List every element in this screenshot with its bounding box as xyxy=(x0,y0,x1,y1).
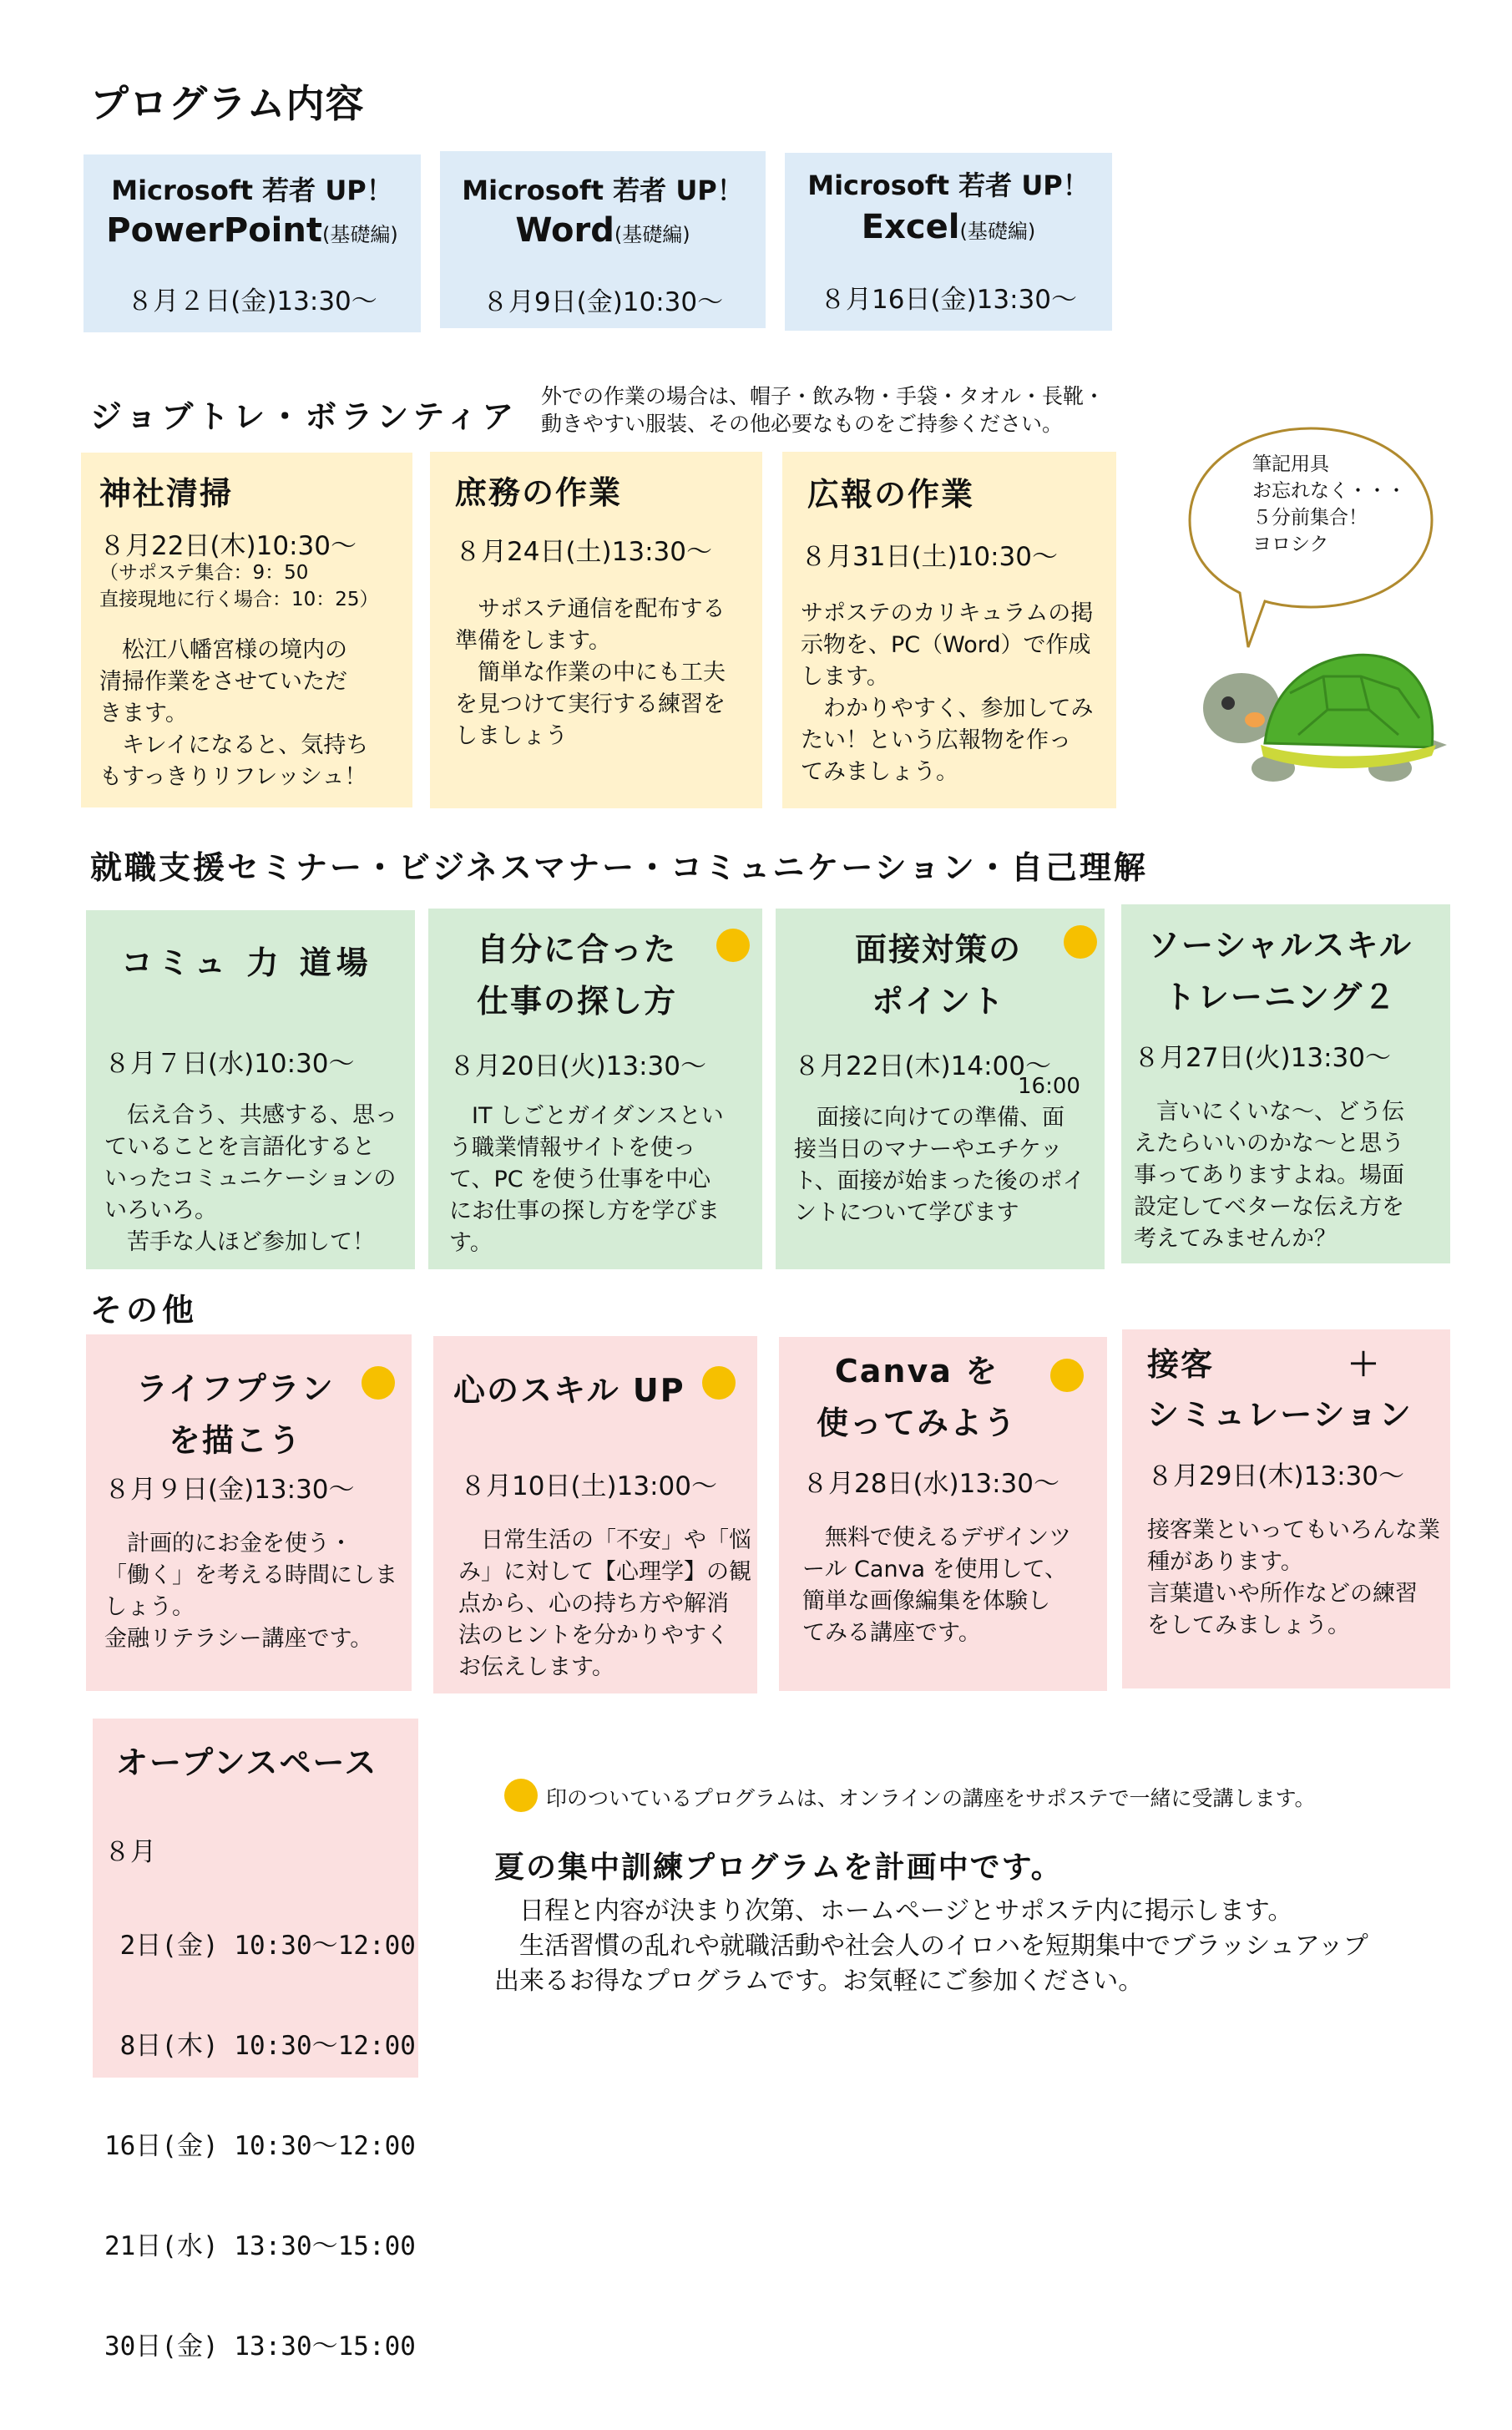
card-body: 面接に向けての準備、面 接当日のマナーやエチケッ ト、面接が始まった後のポイ ントについて学びます xyxy=(794,1105,1085,1226)
card-head: Microsoft 若者 UP！ xyxy=(462,175,744,206)
online-dot-icon xyxy=(702,1366,736,1400)
microsoft-card-word xyxy=(440,151,766,328)
schedule-row: 8日(木) 10:30～12:00 xyxy=(104,2031,416,2061)
card-date: ８月29日(木)13:30～ xyxy=(1147,1461,1404,1491)
card-date: ８月24日(土)13:30～ xyxy=(455,537,712,567)
online-dot-icon xyxy=(1050,1359,1084,1392)
section-heading-seminar: 就職支援セミナー・ビジネスマナー・コミュニケーション・自己理解 xyxy=(90,849,1148,886)
card-title: コミュ 力 道場 xyxy=(121,944,373,981)
online-dot-icon xyxy=(504,1779,538,1812)
card-title: ライフプラン を描こう xyxy=(136,1370,335,1459)
card-date-end: 16:00 xyxy=(1018,1074,1080,1099)
card-date: ８月16日(金)13:30～ xyxy=(820,285,1077,315)
online-dot-icon xyxy=(1064,925,1097,959)
card-title: 広報の作業 xyxy=(807,476,975,513)
card-date: ８月31日(土)10:30～ xyxy=(801,542,1058,572)
seminar-card-job-search xyxy=(428,909,762,1269)
schedule-row: 16日(金) 10:30～12:00 xyxy=(104,2131,416,2161)
card-body: サポステ通信を配布する 準備をします。 簡単な作業の中にも工夫 を見つけて実行する練習を しましょう xyxy=(455,596,726,749)
other-card-life-plan xyxy=(86,1334,412,1691)
card-body: 伝え合う、共感する、思っ ていることを言語化すると いったコミュニケーションの いろいろ。 苦手な人ほど参加して！ xyxy=(104,1102,397,1255)
card-date: ８月28日(水)13:30～ xyxy=(802,1469,1059,1499)
seminar-card-social-skill xyxy=(1121,904,1450,1263)
card-date: ８月27日(火)13:30～ xyxy=(1134,1043,1391,1073)
card-title: Excel(基礎編) xyxy=(861,208,1036,246)
other-card-canva xyxy=(779,1337,1107,1691)
card-date: ８月9日(金)10:30～ xyxy=(482,287,724,317)
card-body: 言いにくいな～、どう伝 えたらいいのかな～と思う 事ってありますよね。場面 設定してベターな伝え方を 考えてみませんか？ xyxy=(1134,1099,1404,1252)
card-date: ８月10日(土)13:00～ xyxy=(460,1471,717,1501)
seminar-card-communication xyxy=(86,910,415,1269)
volunteer-card-shrine xyxy=(81,453,412,807)
card-body: 無料で使えるデザインツ ール Canva を使用して、 簡単な画像編集を体験し てみる講座です。 xyxy=(802,1525,1072,1646)
other-card-customer-service xyxy=(1122,1329,1450,1688)
card-title: PowerPoint(基礎編) xyxy=(106,211,398,250)
turtle-icon xyxy=(1181,643,1449,793)
card-date: ８月２日(金)13:30～ xyxy=(127,286,377,316)
seminar-card-interview xyxy=(776,909,1105,1269)
card-title: オープンスペース xyxy=(116,1744,378,1781)
online-dot-icon xyxy=(362,1366,395,1400)
online-dot-icon xyxy=(716,929,750,962)
card-title: 庶務の作業 xyxy=(455,474,623,511)
schedule-row: 21日(水) 13:30～15:00 xyxy=(104,2231,416,2261)
card-body: 計画的にお金を使う・ 「働く」を考える時間にしま しょう。 金融リテラシー講座です。 xyxy=(104,1531,397,1652)
volunteer-card-office xyxy=(430,452,762,808)
microsoft-card-excel xyxy=(785,153,1112,331)
card-date: ８月７日(水)10:30～ xyxy=(104,1049,355,1079)
schedule-row: 30日(金) 13:30～15:00 xyxy=(104,2331,416,2362)
page-title: プログラム内容 xyxy=(90,81,365,126)
card-date: ８月20日(火)13:30～ xyxy=(449,1051,706,1081)
card-sub: （サポステ集合：9：50 直接現地に行く場合：10：25） xyxy=(99,562,379,610)
card-body: 日常生活の「不安」や「悩 み」に対して【心理学】の観 点から、心の持ち方や解消 法のヒントを分かりやすく お伝えします。 xyxy=(458,1527,751,1680)
card-title: 神社清掃 xyxy=(99,475,234,512)
card-title: 心のスキル UP xyxy=(453,1372,685,1409)
card-title: 自分に合った 仕事の探し方 xyxy=(477,931,678,1020)
card-date: ８月22日(木)10:30～ xyxy=(99,531,357,561)
volunteer-note: 外での作業の場合は、帽子・飲み物・手袋・タオル・長靴・ 動きやすい服装、その他必要なものをご持参ください。 xyxy=(541,384,1105,436)
card-title: Canva を 使ってみよう xyxy=(817,1353,1018,1441)
card-body: 接客業といってもいろんな業 種があります。 言葉遣いや所作などの練習 をしてみましょう。 xyxy=(1147,1517,1440,1638)
summer-body: 日程と内容が決まり次第、ホームページとサポステ内に掲示します。 生活習慣の乱れや就職活動や社会人のイロハを短期集中でブラッシュアップ 出来るお得なプログラムです。お気軽にご参加ください。 xyxy=(494,1896,1368,1996)
card-title: 面接対策の ポイント xyxy=(855,931,1023,1020)
card-date: ８月22日(木)14:00～ xyxy=(794,1051,1051,1081)
open-space-schedule xyxy=(104,1862,416,2430)
card-title: 接客 ＋ シミュレーション xyxy=(1147,1346,1413,1433)
volunteer-card-pr xyxy=(782,452,1116,808)
card-title: Word(基礎編) xyxy=(515,211,690,250)
card-body: IT しごとガイダンスとい う職業情報サイトを使っ て、PC を使う仕事を中心 にお仕事の探し方を学びま す。 xyxy=(449,1103,724,1256)
card-head: Microsoft 若者 UP！ xyxy=(807,170,1090,201)
open-space-card xyxy=(93,1719,418,2362)
card-body: 松江八幡宮様の境内の 清掃作業をさせていただ きます。 キレイになると、気持ち もすっきりリフレッシュ！ xyxy=(99,637,369,790)
section-heading-volunteer: ジョブトレ・ボランティア xyxy=(90,398,518,435)
schedule-row: 2日(金) 10:30～12:00 xyxy=(104,1931,416,1961)
section-heading-other: その他 xyxy=(90,1292,199,1329)
summer-title: 夏の集中訓練プログラムを計画中です。 xyxy=(494,1850,1063,1885)
microsoft-card-powerpoint xyxy=(83,154,421,332)
card-title: ソーシャルスキル トレーニング２ xyxy=(1148,927,1413,1015)
card-date: ８月９日(金)13:30～ xyxy=(104,1475,355,1505)
card-head: Microsoft 若者 UP！ xyxy=(111,175,393,206)
open-space-month: ８月 xyxy=(104,1837,156,1867)
online-legend: 印のついているプログラムは、オンラインの講座をサポステで一緒に受講します。 xyxy=(546,1786,1316,1810)
bubble-text: 筆記用具 お忘れなく・・・ ５分前集合！ ヨロシク xyxy=(1252,453,1406,555)
other-card-mind-skill xyxy=(433,1336,757,1693)
card-body: サポステのカリキュラムの掲 示物を、PC（Word）で作成 します。 わかりやすく、参加してみ たい！という広報物を作っ てみましょう。 xyxy=(801,600,1094,785)
